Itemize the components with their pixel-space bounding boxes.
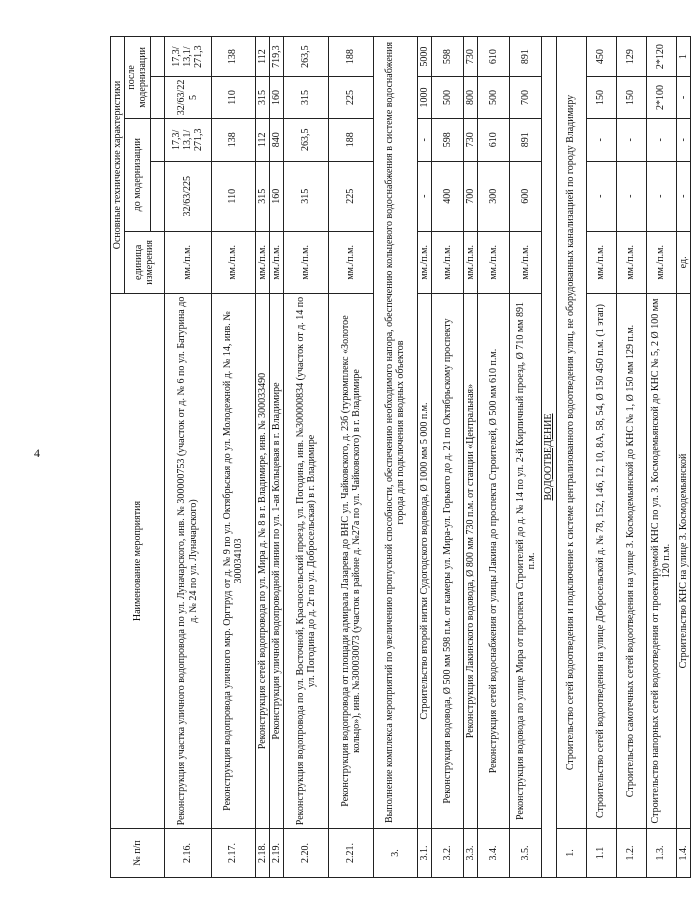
table-row (211, 37, 255, 878)
row-name: Реконструкция Лакинского водовода, Ø 800 мм 730 п.м. от станции «Центральная» (464, 294, 478, 829)
row-before-2: - (676, 118, 690, 161)
row-unit: ед. (676, 231, 690, 293)
row-name: Строительство самотечных сетей водоотведения на улице З. Космодемьянской до КНС № 1, Ø 150 мм 129 п.м. (616, 294, 646, 829)
section-title: Строительство сетей водоотведения и подключение к системе централизованного водоотведения улиц, не оборудованных канализацией по городу Владимиру (556, 37, 586, 829)
table-row (586, 37, 616, 878)
row-unit: мм./п.м. (269, 231, 283, 293)
row-before-1: 225 (328, 161, 373, 231)
header-before-sub (150, 118, 164, 161)
table-row (255, 37, 269, 878)
row-before-2: - (616, 118, 646, 161)
row-after-2: 17,3/ 13,1/ 271,3 (164, 37, 211, 77)
row-after-2: 719,3 (269, 37, 283, 77)
table-row (478, 37, 510, 878)
table-row (164, 37, 211, 878)
row-after-1: 500 (432, 77, 464, 119)
row-after-2: 2*120 (646, 37, 676, 77)
header-num: № п/п (111, 828, 165, 877)
row-before-1: 315 (283, 161, 328, 231)
table-row (328, 37, 373, 878)
row-after-2: 450 (586, 37, 616, 77)
row-before-1: 160 (269, 161, 283, 231)
row-before-1: 110 (211, 161, 255, 231)
section-title: Выполнение комплекса мероприятий по увеличению пропускной способности, обеспечению необходимого напора, обеспечению кольцевого водоснабжения в системе водоснабжения города для подключения вводных объектов (373, 37, 417, 829)
row-name: Реконструкция водопровода от площади адмирала Лазарева до ВНС ул. Чайковского, д. 23б (туркомплекс «Золотое кольцо»), инв. №300030073 (участок в районе д. №27а по ул. Чайковского) в г. Владимире (328, 294, 373, 829)
table-row (510, 37, 542, 878)
row-after-1: 700 (510, 77, 542, 119)
section-row (373, 37, 417, 878)
page-number: 4 (34, 446, 40, 460)
row-before-1: 600 (510, 161, 542, 231)
row-before-1: 300 (478, 161, 510, 231)
row-before-1: - (586, 161, 616, 231)
row-name: Реконструкция водовода по улице Мира от проспекта Строителей до д. № 14 по ул. 2-й Кирпичный проезд, Ø 710 мм 891 п.м. (510, 294, 542, 829)
row-num: 2.19. (269, 828, 283, 877)
row-num: 2.17. (211, 828, 255, 877)
row-after-1: - (676, 77, 690, 119)
row-num: 2.16. (164, 828, 211, 877)
row-name: Реконструкция водопровода уличного мкр. Оргтруд от д. № 9 по ул. Октябрьская до ул. Молодежной д. № 14, инв. № 300034103 (211, 294, 255, 829)
row-before-1: 400 (432, 161, 464, 231)
table-row (417, 37, 431, 878)
row-before-2: 112 (255, 118, 269, 161)
table-row (646, 37, 676, 878)
header-name: Наименование мероприятия (111, 294, 165, 829)
row-after-1: 32/63/22 5 (164, 77, 211, 119)
row-unit: мм./п.м. (328, 231, 373, 293)
row-unit: мм./п.м. (432, 231, 464, 293)
section-num: 1. (556, 828, 586, 877)
row-before-1: 700 (464, 161, 478, 231)
row-after-1: 150 (586, 77, 616, 119)
table-row (269, 37, 283, 878)
row-before-2: - (586, 118, 616, 161)
row-num: 2.20. (283, 828, 328, 877)
row-after-2: 5000 (417, 37, 431, 77)
row-num: 3.5. (510, 828, 542, 877)
row-num: 1.1 (586, 828, 616, 877)
measures-table (110, 36, 691, 878)
row-num: 1.3. (646, 828, 676, 877)
row-unit: мм./п.м. (464, 231, 478, 293)
row-num: 3.4. (478, 828, 510, 877)
row-name: Реконструкция сетей водоснабжения от улицы Лакина до проспекта Строителей, Ø 500 мм 610 п.м. (478, 294, 510, 829)
row-unit: мм./п.м. (478, 231, 510, 293)
row-after-2: 610 (478, 37, 510, 77)
row-after-1: 110 (211, 77, 255, 119)
table-row (616, 37, 646, 878)
row-name: Реконструкция сетей водопровода по ул. Мира д. № 8 в г. Владимире, инв. № 300033490 (255, 294, 269, 829)
row-after-1: 500 (478, 77, 510, 119)
header-before-sub (150, 161, 164, 231)
row-unit: мм./п.м. (616, 231, 646, 293)
header-unit: единица измерения (125, 231, 164, 293)
row-num: 1.2. (616, 828, 646, 877)
row-after-1: 315 (283, 77, 328, 119)
row-before-1: - (417, 161, 431, 231)
row-name: Реконструкция водовода, Ø 500 мм 598 п.м. от камеры ул. Мира-ул. Горького до д. 21 по Октябрьскому проспекту (432, 294, 464, 829)
row-before-2: 138 (211, 118, 255, 161)
row-num: 3.2. (432, 828, 464, 877)
row-before-1: - (646, 161, 676, 231)
row-num: 3.3. (464, 828, 478, 877)
table-row (432, 37, 464, 878)
section-row (556, 37, 586, 878)
row-name: Строительство КНС на улице З. Космодемьянской (676, 294, 690, 829)
row-before-2: 610 (478, 118, 510, 161)
row-after-1: 315 (255, 77, 269, 119)
row-after-2: 112 (255, 37, 269, 77)
row-after-1: 150 (616, 77, 646, 119)
row-num: 2.18. (255, 828, 269, 877)
row-before-2: - (417, 118, 431, 161)
row-name: Реконструкция уличной водопроводной линии по ул. 1-ая Кольцевая в г. Владимире (269, 294, 283, 829)
row-num: 1.4. (676, 828, 690, 877)
row-after-2: 1 (676, 37, 690, 77)
row-after-1: 1000 (417, 77, 431, 119)
row-unit: мм./п.м. (164, 231, 211, 293)
row-before-2: 263,5 (283, 118, 328, 161)
row-before-1: 32/63/225 (164, 161, 211, 231)
row-after-1: 2*100 (646, 77, 676, 119)
row-before-2: 891 (510, 118, 542, 161)
row-before-2: 17,3/ 13,1/ 271,3 (164, 118, 211, 161)
row-num: 2.21. (328, 828, 373, 877)
row-unit: мм./п.м. (211, 231, 255, 293)
row-before-1: - (616, 161, 646, 231)
row-after-2: 138 (211, 37, 255, 77)
row-before-1: - (676, 161, 690, 231)
table-row (464, 37, 478, 878)
row-before-2: - (646, 118, 676, 161)
row-unit: мм./п.м. (510, 231, 542, 293)
section-vodootvedenie: ВОДООТВЕДЕНИЕ (542, 37, 556, 878)
header-before: до модернизации (125, 118, 150, 231)
row-after-2: 188 (328, 37, 373, 77)
header-characteristics: Основные технические характеристики (111, 37, 125, 294)
row-before-2: 730 (464, 118, 478, 161)
row-after-1: 225 (328, 77, 373, 119)
section-num: 3. (373, 828, 417, 877)
row-after-1: 160 (269, 77, 283, 119)
row-after-2: 891 (510, 37, 542, 77)
rotated-table-container (110, 36, 689, 878)
row-unit: мм./п.м. (417, 231, 431, 293)
row-after-2: 598 (432, 37, 464, 77)
header-after-sub (150, 77, 164, 119)
table-row (676, 37, 690, 878)
row-name: Реконструкция водопровода по ул. Восточной, Красносельский проезд, ул. Погодина, инв. №300000834 (участок от д. 14 по ул. Погодина до д. 2г по ул. Добросельская) в г. Владимире (283, 294, 328, 829)
header-after: после модернизации (125, 37, 150, 119)
row-before-2: 188 (328, 118, 373, 161)
row-name: Реконструкция участка уличного водопровода по ул. Луначарского, инв. № 300000753 (участок от д. № 6 по ул. Батурина до д. № 24 по ул. Луначарского) (164, 294, 211, 829)
row-unit: мм./п.м. (283, 231, 328, 293)
row-name: Строительство напорных сетей водоотведения от проектируемой КНС по ул. З. Космодемьянской до КНС № 5, 2 Ø 100 мм 120 п.м. (646, 294, 676, 829)
row-unit: мм./п.м. (255, 231, 269, 293)
table-row (283, 37, 328, 878)
row-after-1: 800 (464, 77, 478, 119)
header-after-sub (150, 37, 164, 77)
row-before-1: 315 (255, 161, 269, 231)
row-unit: мм./п.м. (586, 231, 616, 293)
row-after-2: 730 (464, 37, 478, 77)
row-name: Строительство сетей водоотведения на улице Добросельской д. № 78, 152, 146, 12, 10, 8А, 58, 54, Ø 150 450 п.м. (1 этап) (586, 294, 616, 829)
section-row (542, 37, 556, 878)
row-name: Строительство второй нитки Судогодского водовода, Ø 1000 мм 5 000 п.м. (417, 294, 431, 829)
row-after-2: 263,5 (283, 37, 328, 77)
row-before-2: 840 (269, 118, 283, 161)
row-before-2: 598 (432, 118, 464, 161)
row-num: 3.1. (417, 828, 431, 877)
row-unit: мм./п.м. (646, 231, 676, 293)
row-after-2: 129 (616, 37, 646, 77)
